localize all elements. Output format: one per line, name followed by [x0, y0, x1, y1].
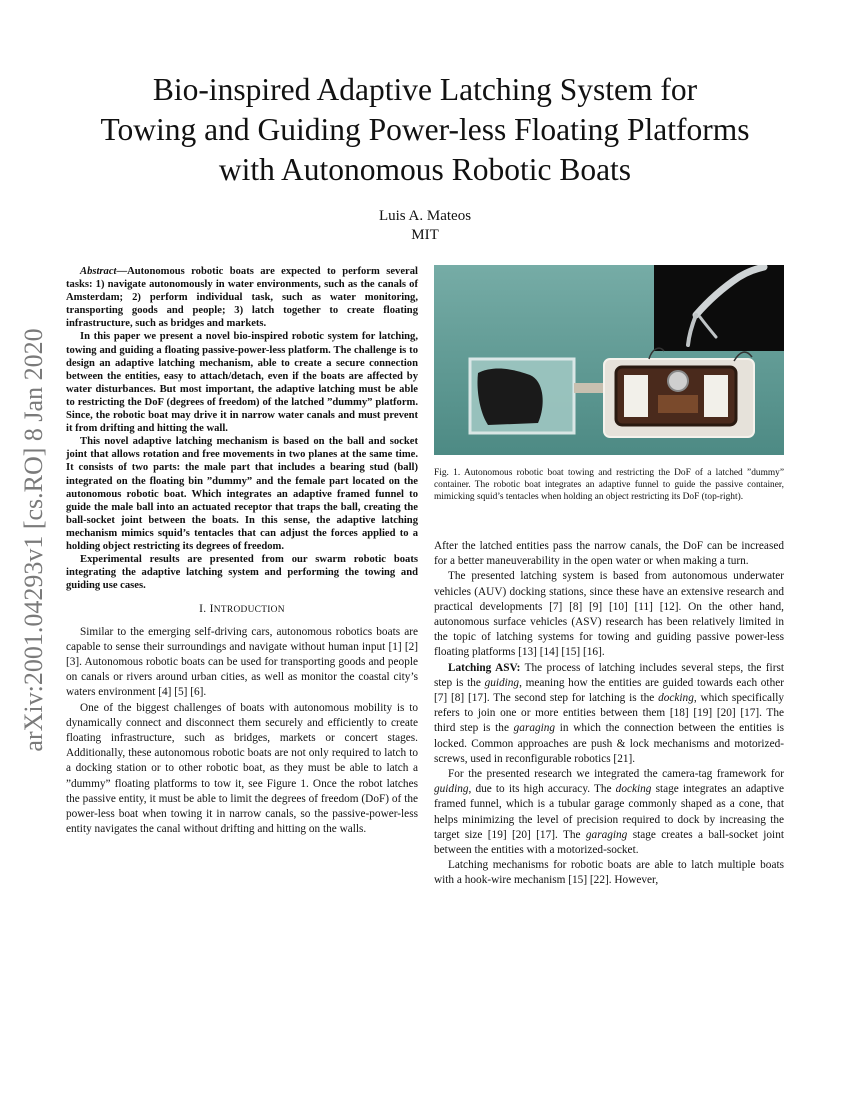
title-line: Towing and Guiding Power-less Floating Platforms	[100, 112, 750, 147]
author-affiliation: MIT	[411, 227, 439, 243]
right-column	[434, 265, 784, 889]
body-paragraph: One of the biggest challenges of boats with autonomous mobility is to dynamically connect and disconnect them securely and efficiently to create floating infrastructure, such as bridges, markets or concert stages. Additionally, these autonomous robotic boats are not only required to latch to a docking station or to other robotic boat, as they must be able to latch a ”dummy” floating platforms to tow it, see Figure 1. Once the robot latches the passive entity, it must be able to limit the degrees of freedom (DoF) of the power-less boat when towing it in narrow canals, so the passive-power-less entity navigates the canal without drifting and hitting on the walls.	[66, 701, 418, 836]
abstract	[66, 265, 418, 592]
arxiv-sidebar-stamp	[14, 300, 54, 780]
abstract-paragraph: In this paper we present a novel bio-inspired robotic system for latching, towing and guiding a floating passive-power-less platform. The challenge is to design an adaptive latching mechanism, able to create a secure connection between the entities, easy to attach/detach, even if the boats are affected by water disturbances. But most important, the adaptive latching must be able to restricting the DoF (degrees of freedom) of the latched ”dummy” platform. Since, the robotic boat may drive it in narrow water canals and must prevent it from drifting and hitting the wall.	[66, 331, 418, 435]
abstract-paragraph: Abstract—Autonomous robotic boats are expected to perform several tasks: 1) navigate autonomously in water environments, such as the canals of Amsterdam; 2) perform individual task, such as water monitoring, transporting goods and people; 3) latch together to create floating infrastructure, such as bridges and markets.	[66, 266, 418, 330]
body-paragraph: Similar to the emerging self-driving cars, autonomous robotics boats are capable to sense their surroundings and navigate without human input [1] [2] [3]. Autonomous robotic boats can be used for transporting goods and people on canals or rivers around urban cities, as well as monitor the coastal city’s waters environment [4] [5] [6].	[66, 625, 418, 699]
container-cargo	[477, 369, 542, 425]
arxiv-id: arXiv:2001.04293v1 [cs.RO] 8 Jan 2020	[19, 328, 48, 752]
robotic-boat-photo	[434, 265, 784, 455]
body-paragraph: After the latched entities pass the narrow canals, the DoF can be increased for a better maneuverability in the open water or when making a turn.	[434, 540, 784, 568]
body-paragraph: The presented latching system is based from autonomous underwater vehicles (AUV) docking stations, since these have an extensive research and practical developments [7] [8] [9] [10] [11] [12]. On the other hand, autonomous surface vehicles (ASV) research has been relatively limited in the topic of latching systems for towing and guiding passive power-less floating platforms [13] [14] [15] [16].	[434, 570, 784, 659]
paper-title	[60, 70, 790, 190]
author-name: Luis A. Mateos	[378, 208, 472, 224]
squid-inset	[654, 265, 784, 351]
abstract-paragraph: This novel adaptive latching mechanism is based on the ball and socket joint that allows rotation and free movements in two planes at the same time. It consists of two parts: the male part that includes a bearing stud (ball) integrated on the floating bin ”dummy” and the female part located on the autonomous robotic boat. Which integrates an adaptive framed funnel to guide the male ball into an actuated receptor that traps the ball, creating the ball-socket joint between the boats. In this sense, the adaptive latching mechanism mimics squid’s tentacles that can adjust the forces applied to a holding object restricting its degrees of freedom.	[66, 436, 418, 552]
abstract-label: Abstract	[80, 266, 117, 277]
abstract-paragraph: Experimental results are presented from our swarm robotic boats integrating the adaptive latching system and performing the towing and guiding use cases.	[66, 554, 418, 592]
title-line: with Autonomous Robotic Boats	[218, 152, 632, 187]
left-column	[66, 265, 418, 837]
introduction-body	[66, 625, 418, 838]
body-paragraph: Latching mechanisms for robotic boats are able to latch multiple boats with a hook-wire mechanism [15] [22]. However,	[434, 859, 784, 887]
section-heading: I. INTRODUCTION	[199, 603, 285, 616]
figure-1-photo	[434, 265, 784, 455]
title-line: Bio-inspired Adaptive Latching System for	[152, 72, 698, 107]
figure-caption: Fig. 1. Autonomous robotic boat towing and restricting the DoF of a latched ”dummy” container. The robotic boat integrates an adaptive funnel to guide the passive container, mimicking squid’s tentacles when holding an object restricting its DoF (top-right).	[434, 468, 784, 502]
paragraph-heading: Latching ASV:	[448, 661, 521, 674]
body-paragraph: For the presented research we integrated the camera-tag framework for guiding, due to its high accuracy. The docking stage integrates an adaptive framed funnel, which is a tubular garage commonly shaped as a cone, that helps minimizing the level of precision required to dock by increasing the target size [19] [20] [17]. The garaging stage creates a ball-socket joint between the entities with a motorized-socket.	[434, 768, 784, 857]
body-paragraph: Latching ASV: The process of latching includes several steps, the first step is the guiding, meaning how the entities are guided towards each other [7] [8] [17]. The second step for latching is the docking, which specifically refers to join one or more entities between them [18] [19] [20] [17]. The third step is the garaging in which the connection between the entities is locked. Common approaches are push & lock mechanisms and motorized-screws, used in reconfigurable robotics [21].	[434, 661, 785, 765]
right-body	[434, 539, 784, 889]
